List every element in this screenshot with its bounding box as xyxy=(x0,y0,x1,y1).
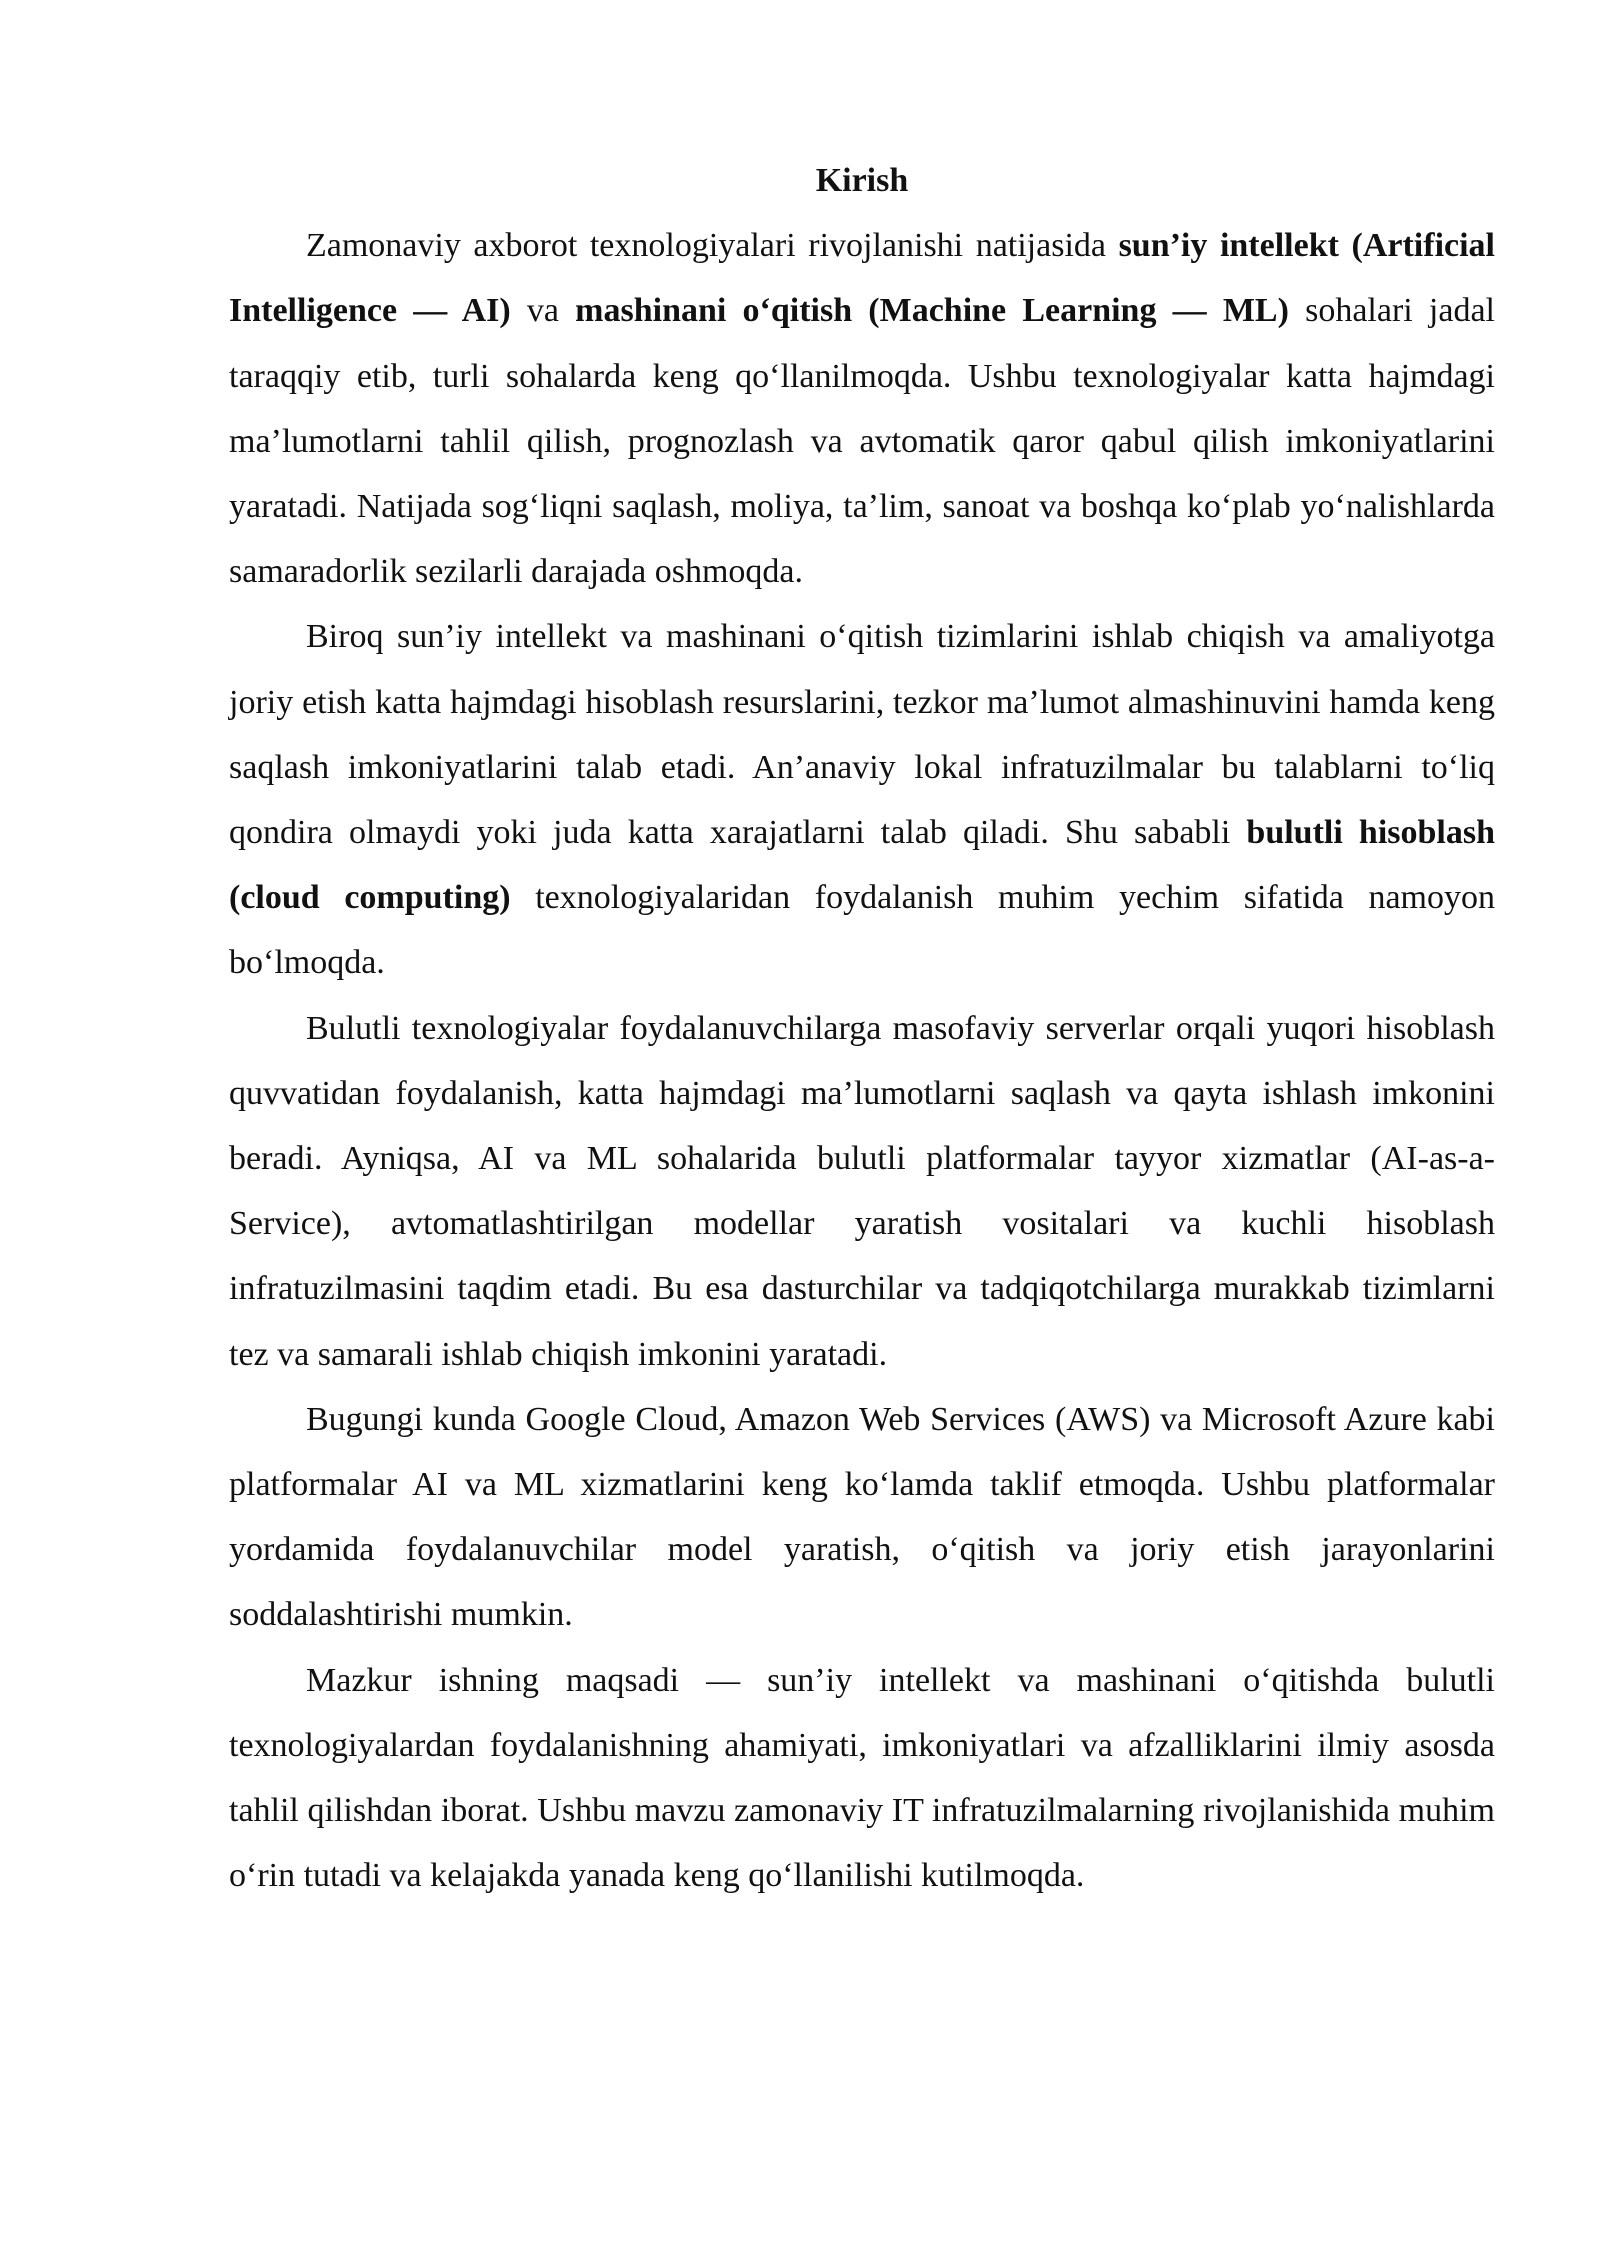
paragraph-text: Zamonaviy axborot texnologiyalari rivojlanishi natijasida xyxy=(306,227,1119,265)
paragraph-text: va xyxy=(510,292,576,330)
paragraph-platforms xyxy=(229,1387,1495,1648)
paragraph-text: Mazkur ishning maqsadi — sun’iy intellekt va mashinani o‘qitishda bulutli texnologiyalardan foydalanishning ahamiyati, imkoniyatlari va afzalliklarini ilmiy asosda tahlil qilishdan iborat. Ushbu mavzu zamonaviy IT infratuzilmalarning rivojlanishida muhim o‘rin tutadi va kelajakda yanada keng qo‘llanilishi kutilmoqda. xyxy=(229,1661,1495,1895)
paragraph-goal xyxy=(229,1648,1495,1909)
paragraph-text: Bugungi kunda Google Cloud, Amazon Web Services (AWS) va Microsoft Azure kabi platformalar AI va ML xizmatlarini keng ko‘lamda taklif etmoqda. Ushbu platformalar yordamida foydalanuvchilar model yaratish, o‘qitish va joriy etish jarayonlarini soddalashtirishi mumkin. xyxy=(229,1400,1495,1634)
term-machine-learning: mashinani o‘qitish (Machine Learning — ML) xyxy=(575,292,1289,330)
paragraph-text: texnologiyalaridan foydalanish muhim yechim sifatida namoyon bo‘lmoqda. xyxy=(229,879,1495,982)
paragraph-cloud-technologies xyxy=(229,996,1495,1387)
page-title: Kirish xyxy=(815,162,909,199)
paragraph-text: sohalari jadal taraqqiy etib, turli sohalarda keng qo‘llanilmoqda. Ushbu texnologiyalar katta hajmdagi ma’lumotlarni tahlil qilish, prognozlash va avtomatik qaror qabul qilish imkoniyatlarini yaratadi. Natijada sog‘liqni saqlash, moliya, ta’lim, sanoat va boshqa ko‘plab yo‘nalishlarda samaradorlik sezilarli darajada oshmoqda. xyxy=(229,292,1495,591)
term-cloud-computing: bulutli hisoblash (cloud computing) xyxy=(229,814,1495,917)
paragraph-text: Biroq sun’iy intellekt va mashinani o‘qitish tizimlarini ishlab chiqish va amaliyotga joriy etish katta hajmdagi hisoblash resurslarini, tezkor ma’lumot almashinuvini hamda keng saqlash imkoniyatlarini talab etadi. An’anaviy lokal infratuzilmalar bu talablarni to‘liq qondira olmaydi yoki juda katta xarajatlarni talab qiladi. Shu sababli xyxy=(229,618,1495,852)
paragraph-text: Bulutli texnologiyalar foydalanuvchilarga masofaviy serverlar orqali yuqori hisoblash quvvatidan foydalanish, katta hajmdagi ma’lumotlarni saqlash va qayta ishlash imkonini beradi. Ayniqsa, AI va ML sohalarida bulutli platformalar tayyor xizmatlar (AI-as-a-Service), avtomatlashtirilgan modellar yaratish vositalari va kuchli hisoblash infratuzilmasini taqdim etadi. Bu esa dasturchilar va tadqiqotchilarga murakkab tizimlarni tez va samarali ishlab chiqish imkonini yaratadi. xyxy=(229,1009,1495,1373)
document-body xyxy=(229,148,1495,1908)
term-artificial-intelligence: sun’iy intellekt (Artificial Intelligence — AI) xyxy=(229,227,1495,330)
paragraph-resources xyxy=(229,604,1495,995)
paragraph-intro xyxy=(229,213,1495,604)
